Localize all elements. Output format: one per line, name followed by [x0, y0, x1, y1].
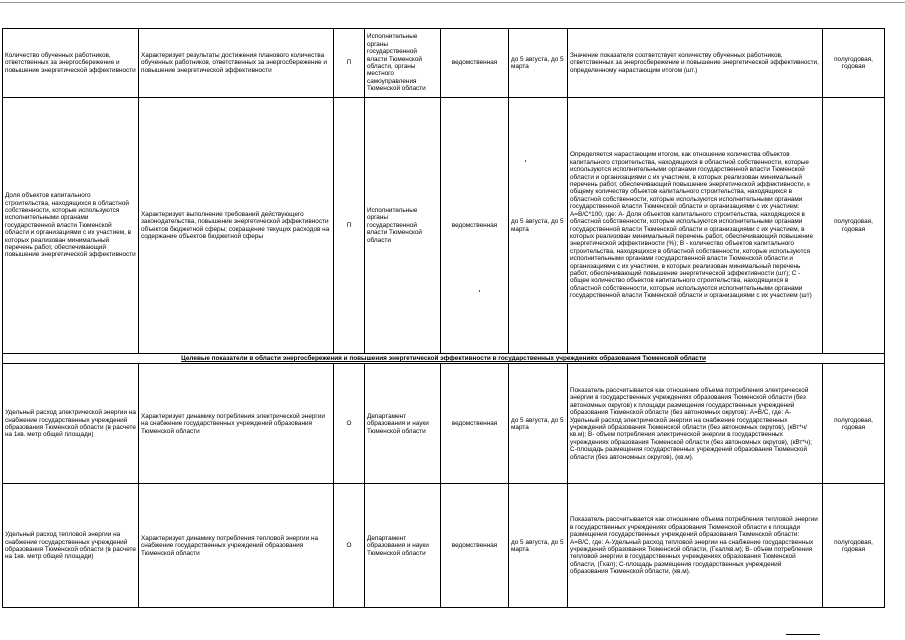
responsible-cell: Департамент образования и науки Тюменской области	[365, 484, 441, 608]
characteristic-cell: Характеризует динамику потребления электрической энергии на снабжение государственных учреждений образования Тюменской области	[139, 364, 334, 484]
calculation-method-cell: Показатель рассчитывается как отношение объема потребления тепловой энергии в государственных учреждениях образования Тюменской области к площади размещения государственных учреждений образования Тюменской области: A=B/C, где: A-Удельный расход тепловой энергии на снабжение государственных учреждений образования Тюменской области, (Гкал/кв.м); B- объем потребления тепловой энергии в государственных учреждениях образования Тюменской области, (Гкал); C-площадь размещения государственных учреждений образования Тюменской области, (кв.м).	[568, 484, 823, 608]
indicator-name-cell: Доля объектов капитального строительства, находящихся в областной собственности, которые используются исполнительными органами государственной власти Тюменской области и организациями с их участием, в которых реализован минимальный перечень работ, обеспечивающий повышение энергетической эффективности	[3, 98, 139, 354]
deadline-cell: до 5 августа, до 5 марта	[509, 484, 568, 608]
calculation-method-cell: Значение показателя соответствует количеству обученных работников, ответственных за энергосбережение и повышение энергетической эффективности, определенному нарастающим итогом (шт.)	[568, 29, 823, 98]
indicator-name-cell: Удельный расход электрической энергии на снабжение государственных учреждений образования Тюменской области (в расчете на 1кв. метр общей площади)	[3, 364, 139, 484]
indicators-table	[2, 28, 885, 608]
scan-speck	[525, 160, 526, 162]
characteristic-cell: Характеризует выполнение требований действующего законодательства, повышение энергетической эффективности объектов бюджетной сферы; сокращение текущих расходов на содержание объектов бюджетной сферы	[139, 98, 334, 354]
responsible-cell: Исполнительные органы государственной власти Тюменской области, органы местного самоуправления Тюменской области	[365, 29, 441, 98]
responsible-cell: Исполнительные органы государственной власти Тюменской области	[365, 98, 441, 354]
indicator-type-cell: П	[334, 98, 365, 354]
characteristic-cell: Характеризует динамику потребления тепловой энергии на снабжение государственных учреждений образования Тюменской области	[139, 484, 334, 608]
data-source-cell: ведомственная	[441, 29, 509, 98]
data-source-cell: ведомственная	[441, 364, 509, 484]
deadline-cell: до 5 августа, до 5 марта	[509, 364, 568, 484]
calculation-method-cell: Определяется нарастающим итогом, как отношение количества объектов капитального строительства, находящихся в областной собственности, которые используются исполнительными органами государственной власти Тюменской области и организациями с их участием, в которых реализован минимальный перечень работ, обеспечивающий повышение энергетической эффективности, к общему количеству объектов капитального строительства, находящихся в областной собственности, которые используются исполнительными органами государственной власти Тюменской области и организациями с их участием: A=B/C*100, где: A- Доля объектов капитального строительства, находящихся в областной собственности, которые используются исполнительными органами государственной власти Тюменской области и организациями с их участием, в которых реализован минимальный перечень работ, обеспечивающий повышение энергетической эффективности (%); B - количество объектов капитального строительства, находящихся в областной собственности, которые используются исполнительными органами государственной власти Тюменской области и организациями с их участием, в которых реализован минимальный перечень работ, обеспечивающий повышение энергетической эффективности (шт); C - общее количество объектов капитального строительства, находящихся в областной собственности, которые используются исполнительными органами государственной власти Тюменской области и организациями с их участием (шт)	[568, 98, 823, 354]
periodicity-cell: полугодовая, годовая	[823, 484, 885, 608]
scan-top-edge	[0, 2, 905, 3]
indicator-name-cell: Количество обученных работников, ответственных за энергосбережение и повышение энергетической эффективности	[3, 29, 139, 98]
section-heading: Целевые показатели в области энергосбережения и повышения энергетической эффективности в государственных учреждениях образования Тюменской области	[3, 354, 885, 364]
indicator-type-cell: О	[334, 364, 365, 484]
indicator-type-cell: П	[334, 29, 365, 98]
table-row	[3, 29, 885, 98]
periodicity-cell: полугодовая, годовая	[823, 364, 885, 484]
table-row	[3, 364, 885, 484]
deadline-cell: до 5 августа, до 5 марта	[509, 98, 568, 354]
data-source-cell: ведомственная	[441, 98, 509, 354]
table-row	[3, 98, 885, 354]
responsible-cell: Департамент образования и науки Тюменской области	[365, 364, 441, 484]
periodicity-cell: полугодовая, годовая	[823, 29, 885, 98]
data-source-cell: ведомственная	[441, 484, 509, 608]
scan-speck	[479, 290, 480, 292]
indicator-name-cell: Удельный расход тепловой энергии на снабжение государственных учреждений образования Тюменской области (в расчете на 1кв. метр общей площади)	[3, 484, 139, 608]
periodicity-cell: полугодовая, годовая	[823, 98, 885, 354]
deadline-cell: до 5 августа, до 5 марта	[509, 29, 568, 98]
indicator-type-cell: О	[334, 484, 365, 608]
characteristic-cell: Характеризует результаты достижения планового количества обученных работников, ответственных за энергосбережение и повышение энергетической эффективности	[139, 29, 334, 98]
table-row	[3, 484, 885, 608]
section-heading-row	[3, 354, 885, 364]
calculation-method-cell: Показатель рассчитывается как отношение объема потребления электрической энергии в государственных учреждениях образования Тюменской области (без автономных округов) к площади размещения государственных учреждений образования Тюменской области (без автономных округов): A=B/C, где: A-Удельный расход электрической энергии на снабжение государственных учреждений образования Тюменской области (без автономных округов), (кВт*ч/кв.м); B- объем потребления электрической энергии в государственных учреждениях образования Тюменской области (без автономных округов), (кВт*ч); C-площадь размещения государственных учреждений образования Тюменской области (без автономных округов), (кв.м).	[568, 364, 823, 484]
page-footer-rule	[786, 634, 820, 635]
